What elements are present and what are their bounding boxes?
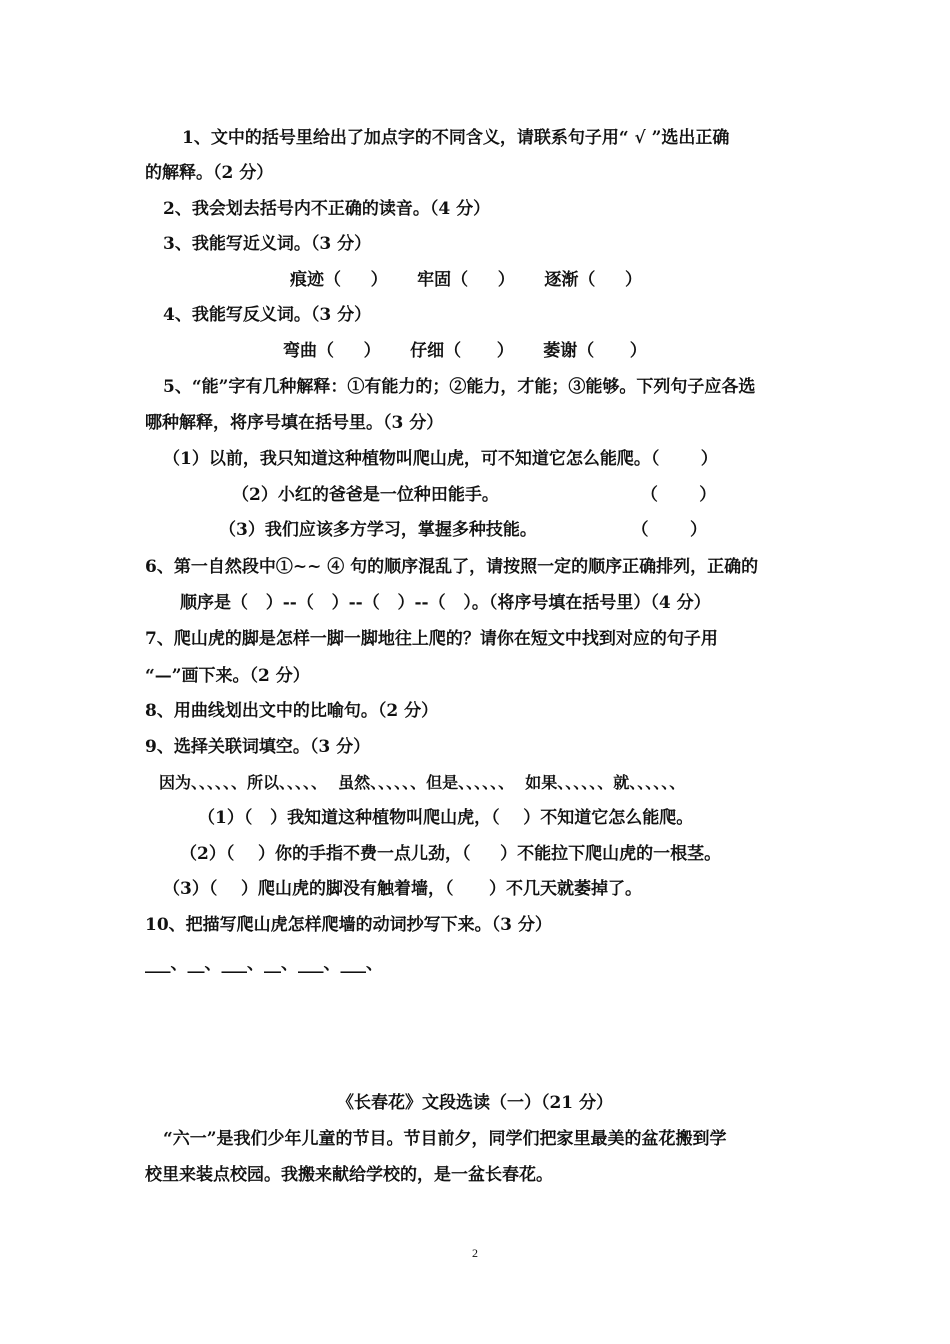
question-4: 4、我能写反义词。（3 分） <box>163 305 372 325</box>
question-3: 3、我能写近义词。（3 分） <box>163 234 372 254</box>
question-1-line-1: 1、文中的括号里给出了加点字的不同含义，请联系句子用“ √ ”选出正确 <box>182 128 730 148</box>
question-8: 8、用曲线划出文中的比喻句。（2 分） <box>145 701 439 721</box>
question-7-line-2: “—”画下来。（2 分） <box>145 666 310 686</box>
question-9-connectives: 因为、、、、、、所以、、、、、 虽然、、、、、、但是、、、、、、 如果、、、、、、就、、、、、、 <box>159 773 686 792</box>
passage-line-2: 校里来装点校园。我搬来献给学校的，是一盆长春花。 <box>145 1165 553 1185</box>
question-5-line-2: 哪种解释，将序号填在括号里。（3 分） <box>145 413 444 433</box>
question-2: 2、我会划去括号内不正确的读音。（4 分） <box>163 199 491 219</box>
question-5-sentence-3: （3）我们应该多方学习，掌握多种技能。 （ ） <box>219 520 707 540</box>
question-5-sentence-2: （2）小红的爸爸是一位种田能手。 （ ） <box>232 485 717 505</box>
question-9-sentence-2: （2）（ ）你的手指不费一点儿劲，（ ）不能拉下爬山虎的一根茎。 <box>180 844 722 864</box>
question-5-line-1: 5、“能”字有几种解释：①有能力的；②能力，才能；③能够。下列句子应各选 <box>163 377 756 397</box>
question-3-words: 痕迹（ ） 牢固（ ） 逐渐（ ） <box>290 270 642 290</box>
question-9-sentence-1: （1）（ ）我知道这种植物叫爬山虎，（ ）不知道它怎么能爬。 <box>198 808 694 828</box>
question-9-sentence-3: （3）（ ）爬山虎的脚没有触着墙，（ ）不几天就萎掉了。 <box>163 879 643 899</box>
page-number: 2 <box>472 1246 478 1260</box>
question-6-line-2: 顺序是（ ）--（ ）--（ ）--（ ）。（将序号填在括号里）（4 分） <box>180 593 711 613</box>
question-9: 9、选择关联词填空。（3 分） <box>145 737 371 757</box>
question-6-line-1: 6、第一自然段中①~~ ④ 句的顺序混乱了，请按照一定的顺序正确排列，正确的 <box>145 557 759 577</box>
question-7-line-1: 7、爬山虎的脚是怎样一脚一脚地往上爬的？请你在短文中找到对应的句子用 <box>145 629 718 649</box>
section-title: 《长春花》文段选读（一）（21 分） <box>336 1093 614 1113</box>
question-5-sentence-1: （1）以前，我只知道这种植物叫爬山虎，可不知道它怎么能爬。（ ） <box>163 449 718 469</box>
passage-line-1: “六一”是我们少年儿童的节目。节目前夕，同学们把家里最美的盆花搬到学 <box>163 1129 727 1149</box>
question-10-answer-blanks: ___、__、___、__、___、___、 <box>145 954 383 974</box>
question-10: 10、把描写爬山虎怎样爬墙的动词抄写下来。（3 分） <box>145 915 552 935</box>
question-4-words: 弯曲（ ） 仔细（ ） 萎谢（ ） <box>283 341 647 361</box>
question-1-line-2: 的解释。（2 分） <box>145 163 274 183</box>
